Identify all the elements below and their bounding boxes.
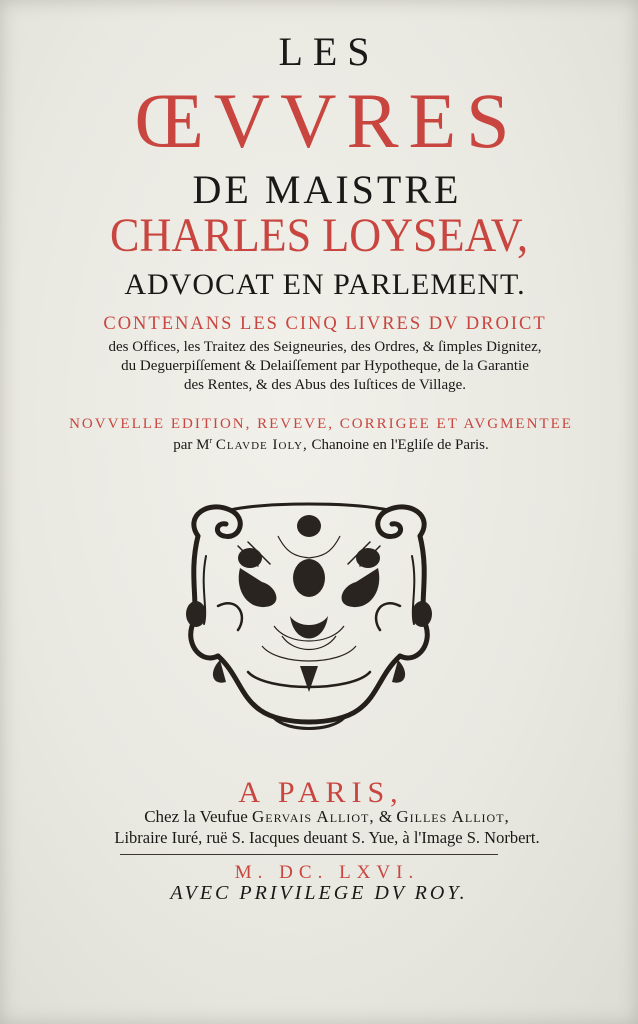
author-name: CHARLES LOYSEAV, — [110, 209, 528, 262]
title-les: LES — [278, 29, 380, 74]
printer-2: Gilles Alliot, — [396, 807, 510, 826]
baroque-cartouche-ornament-icon — [178, 496, 440, 736]
edition-statement: NOVVELLE EDITION, REVEVE, CORRIGEE ET AVGMENTEE — [69, 416, 573, 432]
author-profession: ADVOCAT EN PARLEMENT. — [124, 268, 526, 301]
imprint-address: Libraire Iuré, ruë S. Iacques deuant S. Yue, à l'Image S. Norbert. — [114, 828, 540, 847]
imprint-city: A PARIS, — [238, 776, 404, 809]
divider-rule — [120, 854, 498, 855]
imprint-amp: & — [378, 807, 393, 826]
editor-line — [12, 436, 638, 454]
title-oeuvres: ŒVVRES — [134, 77, 520, 164]
printer-1: Gervais Alliot, — [252, 807, 375, 826]
editor-prefix: par M — [173, 437, 210, 453]
contents-line-1: des Offices, les Traitez des Seigneuries, des Ordres, & ſimples Dignitez, — [108, 339, 542, 355]
contents-line-2: du Deguerpiſſement & Delaiſſement par Hypotheque, de la Garantie — [121, 358, 529, 374]
privilege-line: AVEC PRIVILEGE DV ROY. — [170, 882, 468, 904]
editor-prefix-sup: r — [209, 436, 213, 445]
title-de-maistre: DE MAISTRE — [192, 167, 462, 212]
imprint-chez: Chez la Veufue — [144, 807, 248, 826]
contents-heading: CONTENANS LES CINQ LIVRES DV DROICT — [103, 314, 547, 334]
contents-line-3: des Rentes, & des Abus des Iuſtices de Village. — [183, 377, 467, 393]
editor-name: Clavde Ioly, — [215, 437, 308, 453]
imprint-printers — [8, 807, 638, 827]
editor-role: Chanoine en l'Egliſe de Paris. — [311, 437, 489, 453]
imprint-date: M. DC. LXVI. — [234, 862, 420, 883]
